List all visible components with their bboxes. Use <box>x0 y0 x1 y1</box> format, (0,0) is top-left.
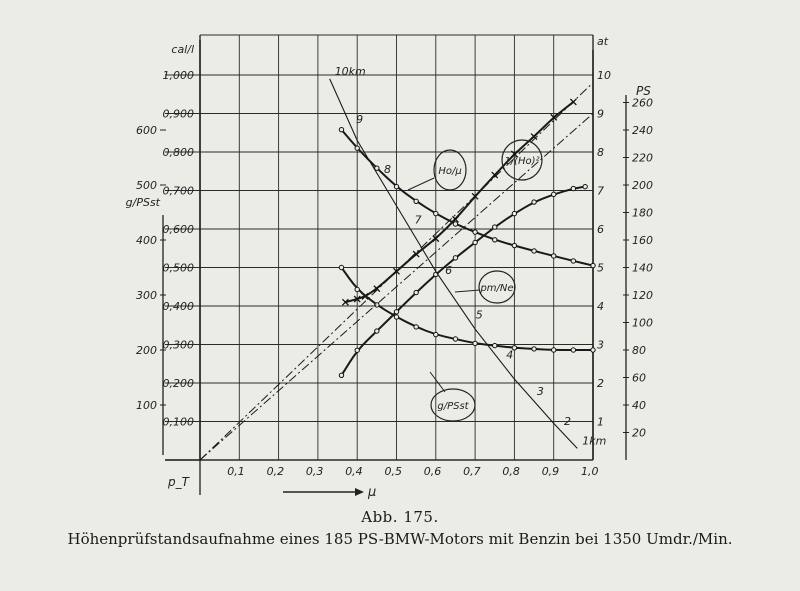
ps-tick-label: 100 <box>632 316 653 330</box>
data-point <box>493 225 497 229</box>
data-point <box>375 329 379 333</box>
at-axis-unit: at <box>597 35 609 48</box>
figure-number: Abb. 175. <box>361 508 439 526</box>
altitude-label: 10km <box>334 64 366 78</box>
data-point <box>394 315 398 319</box>
data-point <box>394 310 398 314</box>
data-point <box>414 199 418 203</box>
data-point <box>532 249 536 253</box>
data-point <box>453 337 457 341</box>
data-point <box>532 200 536 204</box>
x-tick-label: 0,8 <box>502 465 520 478</box>
data-point <box>591 348 595 352</box>
cal-tick-label: 0,200 <box>162 377 194 390</box>
cal-tick-label: 1,000 <box>162 69 194 82</box>
data-point <box>453 256 457 260</box>
data-point <box>571 259 575 263</box>
x-tick-label: 0,2 <box>266 465 285 478</box>
x-tick-label: 0,3 <box>305 465 324 478</box>
data-point <box>532 347 536 351</box>
data-point <box>493 343 497 347</box>
data-point <box>591 263 595 267</box>
gpsst-tick-label: 400 <box>136 234 157 247</box>
data-point <box>434 211 438 215</box>
series-line-0 <box>341 130 593 266</box>
at-tick-label: 7 <box>597 184 604 198</box>
series-line-3 <box>341 268 593 351</box>
altitude-label: 9 <box>356 112 364 126</box>
gpsst-tick-label: 600 <box>136 124 157 137</box>
data-point <box>473 240 477 244</box>
cal-tick-label: 0,700 <box>162 184 194 198</box>
ps-tick-label: 20 <box>632 426 646 440</box>
x-tick-label: 0,6 <box>423 465 442 478</box>
data-point <box>434 332 438 336</box>
altitude-label: 7 <box>414 213 422 227</box>
altitude-label: 3 <box>536 384 544 398</box>
ps-tick-label: 220 <box>632 151 653 165</box>
data-point <box>355 348 359 352</box>
figure-caption: Höhenprüfstandsaufnahme eines 185 PS-BMW-Motors mit Benzin bei 1350 Umdr./Min. <box>67 530 733 548</box>
altitude-label: 4 <box>506 348 514 362</box>
ps-tick-label: 180 <box>632 206 653 220</box>
annotation-label: pm/Ne <box>480 283 514 294</box>
ps-tick-label: 140 <box>632 261 653 275</box>
data-point <box>339 265 343 269</box>
annotation-leader <box>430 372 445 392</box>
data-point <box>355 146 359 150</box>
ps-axis-unit: PS <box>636 84 651 98</box>
data-point <box>571 186 575 190</box>
x-tick-label: 0,5 <box>384 465 402 478</box>
data-point <box>552 254 556 258</box>
ps-tick-label: 160 <box>632 234 653 247</box>
ps-tick-label: 40 <box>632 399 646 412</box>
data-point <box>339 127 343 131</box>
cal-tick-label: 0,600 <box>162 223 194 236</box>
annotation-label: g/PSst <box>437 401 469 412</box>
at-tick-label: 6 <box>597 223 604 236</box>
cal-axis-unit: cal/l <box>171 43 194 56</box>
annotation-label: Ho/μ <box>438 166 462 177</box>
data-point <box>571 348 575 352</box>
annotation-label: 1/(Ho)² <box>504 156 540 167</box>
data-point <box>552 192 556 196</box>
data-point <box>414 325 418 329</box>
ps-tick-label: 200 <box>632 179 653 192</box>
altitude-label: 6 <box>445 263 453 277</box>
at-tick-label: 8 <box>597 146 604 159</box>
data-point <box>493 238 497 242</box>
altitude-label: 2 <box>563 414 571 428</box>
altitude-label: 8 <box>384 162 392 176</box>
cal-tick-label: 0,800 <box>162 146 194 159</box>
cal-tick-label: 0,900 <box>162 107 194 121</box>
ps-tick-label: 60 <box>632 371 646 385</box>
annotation-leader <box>455 290 480 292</box>
series-line-1 <box>341 187 585 376</box>
data-point <box>512 243 516 247</box>
series-line-2 <box>345 102 573 302</box>
x-arrow-head <box>355 488 364 496</box>
altitude-label: 1km <box>582 434 607 448</box>
annotation-leader <box>408 178 434 190</box>
gpsst-axis-unit: g/PSst <box>125 196 160 209</box>
ps-tick-label: 120 <box>632 289 653 302</box>
data-point <box>355 287 359 291</box>
x-axis-label: μ <box>368 485 377 500</box>
x-tick-label: 0,4 <box>345 465 363 478</box>
gpsst-tick-label: 500 <box>136 179 157 192</box>
cal-tick-label: 0,500 <box>162 261 194 275</box>
x-tick-label: 0,7 <box>463 465 481 478</box>
altitude-label: 5 <box>475 308 483 322</box>
x-tick-label: 0,1 <box>227 465 245 478</box>
at-tick-label: 3 <box>597 338 604 352</box>
cal-tick-label: 0,400 <box>162 300 194 313</box>
data-point <box>414 290 418 294</box>
cal-tick-label: 0,300 <box>162 338 194 352</box>
x-tick-label: 1,0 <box>581 465 599 478</box>
data-point <box>394 184 398 188</box>
at-tick-label: 2 <box>597 377 604 390</box>
ps-tick-label: 80 <box>632 344 646 357</box>
data-point <box>453 222 457 226</box>
data-point <box>512 211 516 215</box>
at-tick-label: 5 <box>597 261 604 275</box>
x-tick-label: 0,9 <box>541 465 560 478</box>
ps-tick-label: 240 <box>632 124 653 137</box>
at-tick-label: 9 <box>597 107 604 121</box>
data-point <box>552 348 556 352</box>
data-point <box>473 341 477 345</box>
at-tick-label: 10 <box>597 69 611 82</box>
ps-tick-label: 260 <box>632 96 653 110</box>
x-offset-label: p_T <box>168 475 189 489</box>
data-point <box>339 373 343 377</box>
at-tick-label: 4 <box>597 300 604 313</box>
gpsst-tick-label: 100 <box>136 399 157 412</box>
gpsst-tick-label: 200 <box>136 344 157 357</box>
at-tick-label: 1 <box>597 415 604 429</box>
data-point <box>473 230 477 234</box>
cal-tick-label: 0,100 <box>162 415 194 429</box>
data-point <box>583 184 587 188</box>
gpsst-tick-label: 300 <box>136 289 157 302</box>
